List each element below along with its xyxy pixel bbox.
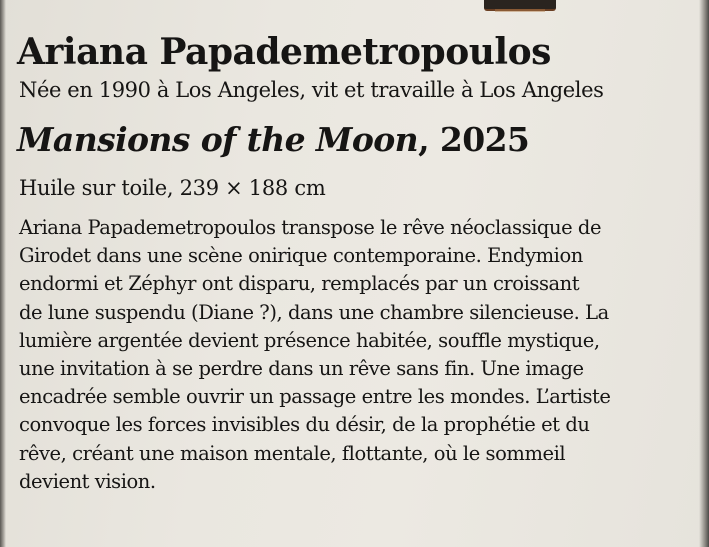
left-edge-shadow xyxy=(0,0,6,547)
work-title: Mansions of the Moon xyxy=(17,120,419,159)
description-line: Ariana Papademetropoulos transpose le rêve néoclassique de xyxy=(19,216,602,239)
description-line: rêve, créant une maison mentale, flottante, où le sommeil xyxy=(19,441,566,465)
work-description xyxy=(19,214,701,496)
description-line: une invitation à se perdre dans un rêve sans fin. Une image xyxy=(19,357,584,381)
artist-name: Ariana Papademetropoulos xyxy=(17,31,551,73)
work-medium-dimensions: Huile sur toile, 239 × 188 cm xyxy=(19,176,326,200)
wall-label-card xyxy=(17,30,697,496)
work-title-line xyxy=(17,120,697,160)
description-line: Girodet dans une scène onirique contemporaine. Endymion xyxy=(19,244,583,268)
description-line: devient vision. xyxy=(19,469,156,493)
artist-bio: Née en 1990 à Los Angeles, vit et travaille à Los Angeles xyxy=(19,78,604,102)
description-line: encadrée semble ouvrir un passage entre les mondes. L’artiste xyxy=(19,385,611,409)
description-line: lumière argentée devient présence habitée, souffle mystique, xyxy=(19,328,600,352)
work-year: , 2025 xyxy=(418,120,530,159)
fixture-reflection xyxy=(495,9,545,12)
description-line: endormi et Zéphyr ont disparu, remplacés par un croissant xyxy=(19,272,580,296)
description-line: convoque les forces invisibles du désir, de la prophétie et du xyxy=(19,413,590,437)
description-line: de lune suspendu (Diane ?), dans une chambre silencieuse. La xyxy=(19,300,609,324)
